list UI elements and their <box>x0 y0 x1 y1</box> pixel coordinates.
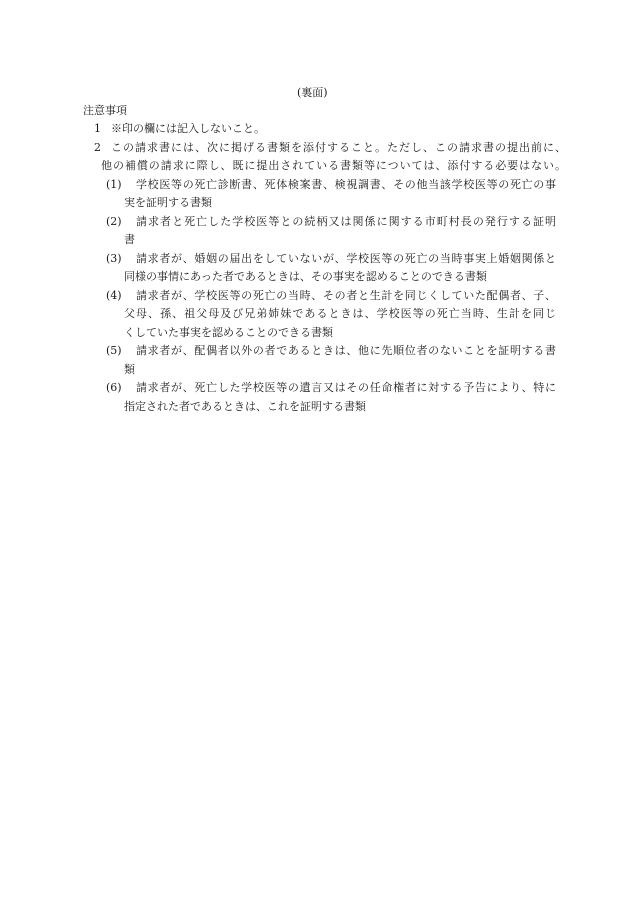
sub-item-text-line: 学校医等の死亡診断書、死体検案書、検視調書、その他当該学校医等の死亡の事 <box>136 177 556 191</box>
notes-list <box>0 120 630 416</box>
sub-item-4 <box>0 287 630 306</box>
note-text-line: この請求書には、次に掲げる書類を添付すること。ただし、この請求書の提出前に、 <box>111 140 566 154</box>
note-item-1 <box>0 120 630 139</box>
note-item-2-continuation <box>0 157 630 176</box>
sub-item-5-continuation <box>0 361 630 380</box>
note-text: ※印の欄には記入しないこと。 <box>111 122 265 135</box>
sub-item-text-line: くしていた事実を認めることのできる書類 <box>124 325 333 339</box>
note-text-line: 他の補償の請求に際し、既に提出されている書類等については、添付する必要はない。 <box>101 159 566 172</box>
sub-item-text-line: 請求者が、婚姻の届出をしていないが、学校医等の死亡の当時事実上婚姻関係と <box>136 251 556 265</box>
sub-item-text-line: 同様の事情にあった者であるときは、その事実を認めることのできる書類 <box>124 270 487 283</box>
sub-item-3-continuation <box>0 268 630 287</box>
sub-item-1-continuation <box>0 194 630 213</box>
note-number: 1 <box>94 122 101 135</box>
sub-item-number: (6) <box>106 381 122 394</box>
sub-item-4-continuation <box>0 305 630 324</box>
note-item-2 <box>0 139 630 158</box>
sub-item-3 <box>0 250 630 269</box>
notes-heading: 注意事項 <box>83 104 127 117</box>
sub-item-text-line: 類 <box>124 362 135 376</box>
sub-item-text-line: 実を証明する書類 <box>124 196 212 209</box>
sub-item-text-line: 指定された者であるときは、これを証明する書類 <box>124 399 366 413</box>
reverse-side-label: (裏面) <box>297 86 328 99</box>
sub-item-number: (5) <box>106 344 122 357</box>
sub-item-6-continuation <box>0 398 630 417</box>
sub-item-number: (3) <box>106 251 122 265</box>
sub-item-text-line: 請求者が、死亡した学校医等の遺言又はその任命権者に対する予告により、特に <box>136 381 556 394</box>
sub-item-2-continuation <box>0 231 630 250</box>
sub-item-number: (4) <box>106 288 122 302</box>
sub-item-2 <box>0 213 630 232</box>
sub-item-1 <box>0 176 630 195</box>
sub-item-text-line: 父母、孫、祖父母及び兄弟姉妹であるときは、学校医等の死亡当時、生計を同じ <box>124 307 556 320</box>
sub-item-4-continuation <box>0 324 630 343</box>
sub-item-text-line: 請求者が、学校医等の死亡の当時、その者と生計を同じくしていた配偶者、子、 <box>136 288 556 302</box>
sub-item-number: (1) <box>106 177 122 191</box>
sub-item-6 <box>0 379 630 398</box>
sub-item-number: (2) <box>106 214 122 228</box>
sub-item-text-line: 請求者が、配偶者以外の者であるときは、他に先順位者のないことを証明する書 <box>136 344 556 357</box>
sub-item-text-line: 請求者と死亡した学校医等との続柄又は関係に関する市町村長の発行する証明 <box>136 214 556 228</box>
sub-item-text-line: 書 <box>124 233 135 246</box>
sub-item-5 <box>0 342 630 361</box>
note-number: 2 <box>94 140 101 154</box>
